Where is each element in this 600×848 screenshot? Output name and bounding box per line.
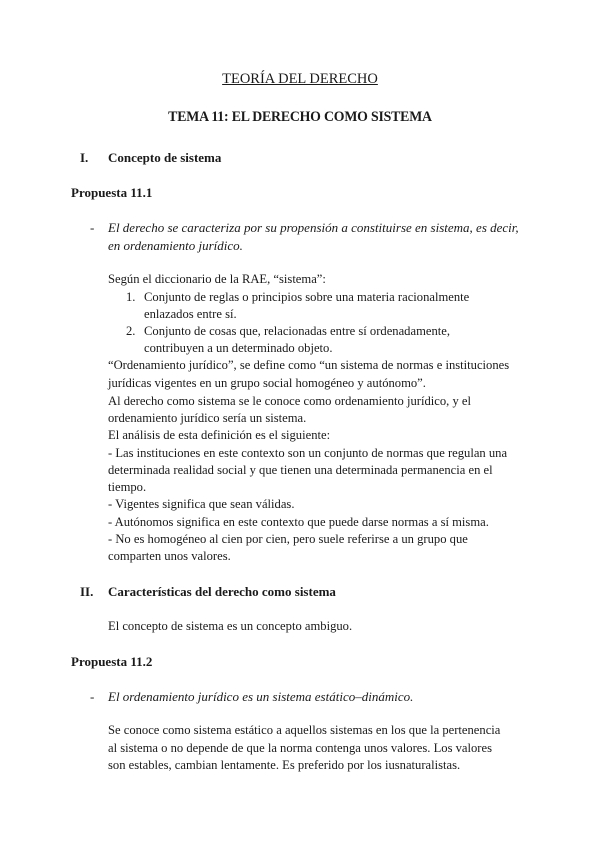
body1-line: - Vigentes significa que sean válidas. <box>108 497 295 511</box>
body2-line: al sistema o no depende de que la norma contenga unos valores. Los valores <box>108 741 492 755</box>
section-2-number: II. <box>80 584 94 599</box>
tema-title: TEMA 11: EL DERECHO COMO SISTEMA <box>168 109 432 125</box>
document-title: TEORÍA DEL DERECHO <box>222 71 378 87</box>
body1-line: - Las instituciones en este contexto son un conjunto de normas que regulan una <box>108 446 508 460</box>
section-2-text: El concepto de sistema es un concepto ambiguo. <box>108 619 353 633</box>
rae-list-1-line-1: Conjunto de reglas o principios sobre una materia racionalmente <box>144 290 470 304</box>
propuesta-2-label: Propuesta 11.2 <box>71 654 153 669</box>
rae-list-1-line-2: enlazados entre sí. <box>144 307 237 321</box>
propuesta-2-text: El ordenamiento jurídico es un sistema estático–dinámico. <box>108 689 414 704</box>
propuesta-2-dash: - <box>90 689 95 704</box>
propuesta-1-text-line-2: en ordenamiento jurídico. <box>108 238 243 253</box>
propuesta-1-label: Propuesta 11.1 <box>71 185 153 200</box>
rae-intro: Según el diccionario de la RAE, “sistema”: <box>108 272 326 286</box>
body1-line: “Ordenamiento jurídico”, se define como “un sistema de normas e instituciones <box>108 358 510 372</box>
body1-line: comparten unos valores. <box>108 549 231 563</box>
body1-line: Al derecho como sistema se le conoce como ordenamiento jurídico, y el <box>108 394 471 408</box>
body1-line: El análisis de esta definición es el siguiente: <box>108 428 331 442</box>
propuesta-1-text-line-1: El derecho se caracteriza por su propensión a constituirse en sistema, es decir, <box>108 220 519 235</box>
section-2-title: Características del derecho como sistema <box>108 584 336 599</box>
body1-line: ordenamiento jurídico sería un sistema. <box>108 411 307 425</box>
body1-line: jurídicas vigentes en un grupo social homogéneo y autónomo”. <box>108 376 426 390</box>
section-1-title: Concepto de sistema <box>108 150 222 165</box>
rae-list-2-line-2: contribuyen a un determinado objeto. <box>144 341 333 355</box>
body1-line: tiempo. <box>108 480 147 494</box>
section-1-number: I. <box>80 150 89 165</box>
body1-line: - Autónomos significa en este contexto que puede darse normas a sí misma. <box>108 515 489 529</box>
body1-line: determinada realidad social y que tienen una determinada permanencia en el <box>108 463 493 477</box>
body2-line: Se conoce como sistema estático a aquellos sistemas en los que la pertenencia <box>108 723 501 737</box>
rae-list-1-number: 1. <box>126 290 136 304</box>
propuesta-1-dash: - <box>90 220 95 235</box>
body1-line: - No es homogéneo al cien por cien, pero suele referirse a un grupo que <box>108 532 468 546</box>
body2-line: son estables, cambian lentamente. Es preferido por los iusnaturalistas. <box>108 758 461 772</box>
rae-list-2-line-1: Conjunto de cosas que, relacionadas entre sí ordenadamente, <box>144 324 450 338</box>
rae-list-2-number: 2. <box>126 324 136 338</box>
